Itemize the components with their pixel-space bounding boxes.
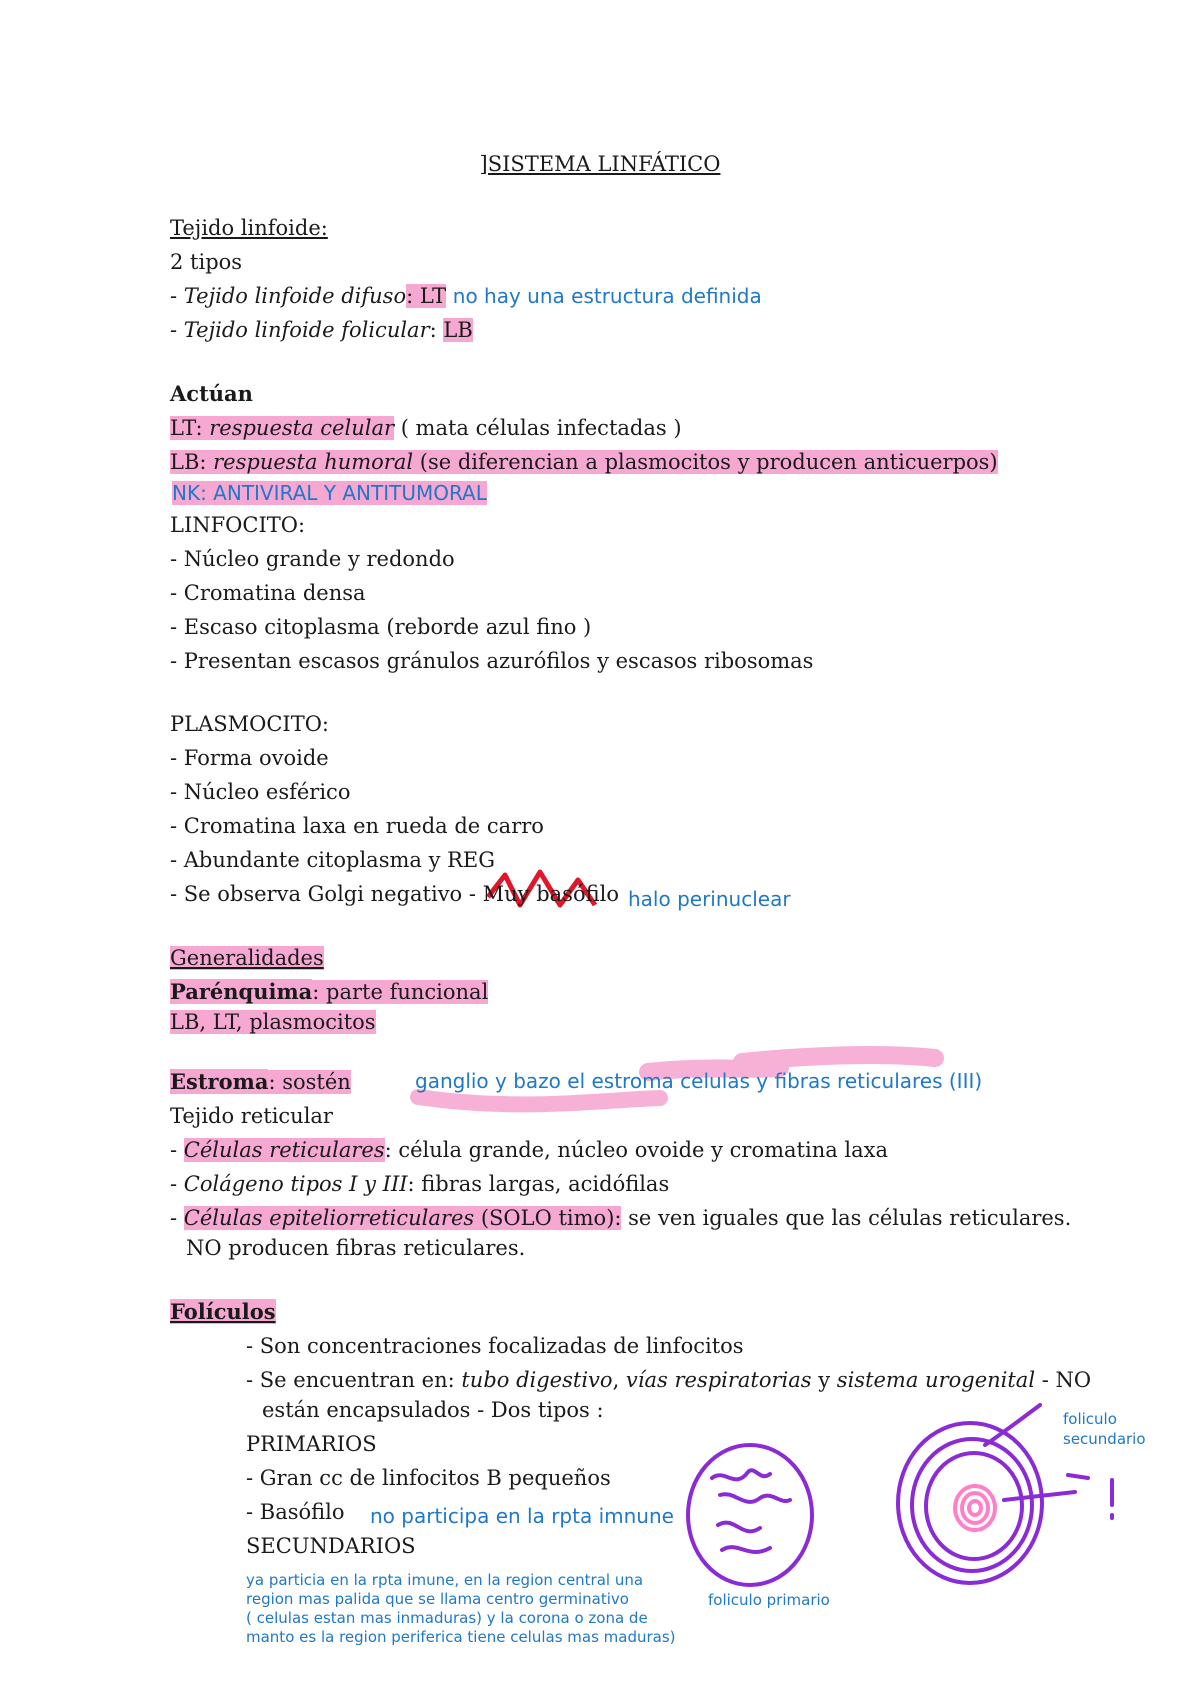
label-foliculo-primario: foliculo primario — [708, 1591, 830, 1609]
line2-post: - NO — [1035, 1368, 1092, 1392]
epiteliorreticulares-line: - Células epiteliorreticulares (SOLO timo): se ven iguales que las células reticulares. — [170, 1206, 1072, 1230]
lb-post: (se diferencian a plasmocitos y producen anticuerpos) — [413, 450, 998, 474]
linfocito-heading: LINFOCITO: — [170, 513, 306, 537]
plasmocito-item: - Cromatina laxa en rueda de carro — [170, 814, 544, 838]
colageno-label: Colágeno tipos I y III — [183, 1172, 408, 1196]
germinal-center-drawing — [955, 1486, 995, 1530]
primarios-item: - Basófilo — [246, 1500, 345, 1524]
linfocito-item: - Núcleo grande y redondo — [170, 547, 455, 571]
line2-pre: - Se encuentran en: — [246, 1368, 462, 1392]
estroma-note: ganglio y bazo el estroma celulas y fibras reticulares (III) — [415, 1069, 983, 1093]
difuso-label: Tejido linfoide difuso — [183, 284, 407, 308]
parenquima-label: Parénquima — [170, 979, 313, 1004]
tejido-reticular: Tejido reticular — [170, 1104, 333, 1128]
generalidades-heading — [170, 946, 324, 970]
estroma-text: : sostén — [268, 1070, 351, 1094]
epiteliorreticulares-text: se ven iguales que las células reticulares. — [621, 1206, 1072, 1230]
sep: , — [612, 1368, 626, 1392]
foliculos-line-1: - Son concentraciones focalizadas de linfocitos — [246, 1334, 744, 1358]
plasmocito-golgi-line — [170, 882, 619, 906]
nk-note: NK: ANTIVIRAL Y ANTITUMORAL — [172, 481, 487, 505]
generalidades-label: Generalidades — [170, 946, 324, 970]
tejido-heading: Tejido linfoide: — [170, 216, 328, 240]
folicular-label: Tejido linfoide folicular — [183, 318, 430, 342]
celulas-reticulares-text: : célula grande, núcleo ovoide y cromatina laxa — [384, 1138, 889, 1162]
actuan-lt-line — [170, 416, 682, 440]
foliculos-heading — [170, 1300, 276, 1324]
epiteliorreticulares-label: Células epiteliorreticulares — [183, 1206, 475, 1230]
lt-post: ( mata células infectadas ) — [394, 416, 682, 440]
celulas-reticulares-label: Células reticulares — [183, 1138, 385, 1162]
linfocito-item: - Presentan escasos gránulos azurófilos y escasos ribosomas — [170, 649, 814, 673]
difuso-note: no hay una estructura definida — [452, 284, 762, 308]
bullet: - — [170, 318, 184, 342]
epiteliorreticulares-paren: (SOLO timo): — [474, 1206, 622, 1230]
linfocito-item: - Cromatina densa — [170, 581, 366, 605]
note-line: region mas palida que se llama centro germinativo — [246, 1590, 629, 1608]
tubo-digestivo: tubo digestivo — [461, 1368, 613, 1392]
secundarios-heading: SECUNDARIOS — [246, 1534, 416, 1558]
page-title: ]SISTEMA LINFÁTICO — [479, 152, 721, 176]
sistema-urogenital: sistema urogenital — [836, 1368, 1036, 1392]
golgi-text: - Se observa Golgi negativo - — [170, 882, 483, 906]
foliculos-label: Folículos — [170, 1299, 276, 1324]
parenquima-text: : parte funcional — [312, 980, 489, 1004]
bullet: - — [170, 284, 184, 308]
plasmocito-heading: PLASMOCITO: — [170, 712, 330, 736]
actuan-lb-line — [170, 450, 998, 474]
note-line: ( celulas estan mas inmaduras) y la corona o zona de — [246, 1609, 648, 1627]
colageno-text: : fibras largas, acidófilas — [407, 1172, 670, 1196]
parenquima-line-2 — [170, 1010, 376, 1034]
foliculos-line-3: están encapsulados - Dos tipos : — [262, 1398, 604, 1422]
epiteliorreticulares-line-2: NO producen fibras reticulares. — [186, 1236, 526, 1260]
lt-em: respuesta celular — [209, 416, 395, 440]
crossed-out-text: Muy basófilo — [482, 882, 619, 906]
colageno-line: - Colágeno tipos I y III: fibras largas, acidófilas — [170, 1172, 670, 1196]
primarios-note: no participa en la rpta imnune — [370, 1504, 674, 1528]
parenquima-cells: LB, LT, plasmocitos — [170, 1010, 376, 1034]
plasmocito-item: - Forma ovoide — [170, 746, 329, 770]
folicular-value: LB — [443, 318, 473, 342]
linfocito-item: - Escaso citoplasma (reborde azul fino ) — [170, 615, 592, 639]
pink-highlighter-stroke — [418, 1097, 660, 1104]
label-line: foliculo — [1063, 1410, 1117, 1428]
celulas-reticulares-line: - Células reticulares: célula grande, núcleo ovoide y cromatina laxa — [170, 1138, 889, 1162]
primarios-heading: PRIMARIOS — [246, 1432, 377, 1456]
sep: y — [811, 1368, 837, 1392]
label-foliculo-secundario — [1063, 1409, 1146, 1449]
lb-pre: LB: — [170, 450, 214, 474]
primary-follicle-drawing — [688, 1445, 812, 1585]
golgi-note: halo perinuclear — [628, 887, 791, 911]
secundarios-note — [246, 1571, 676, 1647]
foliculos-line-2 — [246, 1368, 1091, 1392]
estroma-line — [170, 1070, 351, 1094]
colon: : — [429, 318, 444, 342]
tejido-difuso-line — [170, 284, 762, 308]
label-line: secundario — [1063, 1430, 1146, 1448]
lb-em: respuesta humoral — [213, 450, 414, 474]
note-line: manto es la region periferica tiene celulas mas maduras) — [246, 1628, 676, 1646]
vias-respiratorias: vías respiratorias — [625, 1368, 812, 1392]
actuan-heading: Actúan — [170, 381, 253, 406]
tejido-folicular-line — [170, 318, 473, 342]
tejido-count: 2 tipos — [170, 250, 243, 274]
actuan-nk-line — [172, 481, 487, 505]
lt-pre: LT: — [170, 416, 210, 440]
plasmocito-item: - Núcleo esférico — [170, 780, 351, 804]
primarios-item: - Gran cc de linfocitos B pequeños — [246, 1466, 611, 1490]
difuso-value: : LT — [406, 284, 447, 308]
estroma-label: Estroma — [170, 1069, 269, 1094]
note-line: ya particia en la rpta imune, en la region central una — [246, 1571, 644, 1589]
parenquima-line — [170, 980, 488, 1004]
plasmocito-item: - Abundante citoplasma y REG — [170, 848, 496, 872]
